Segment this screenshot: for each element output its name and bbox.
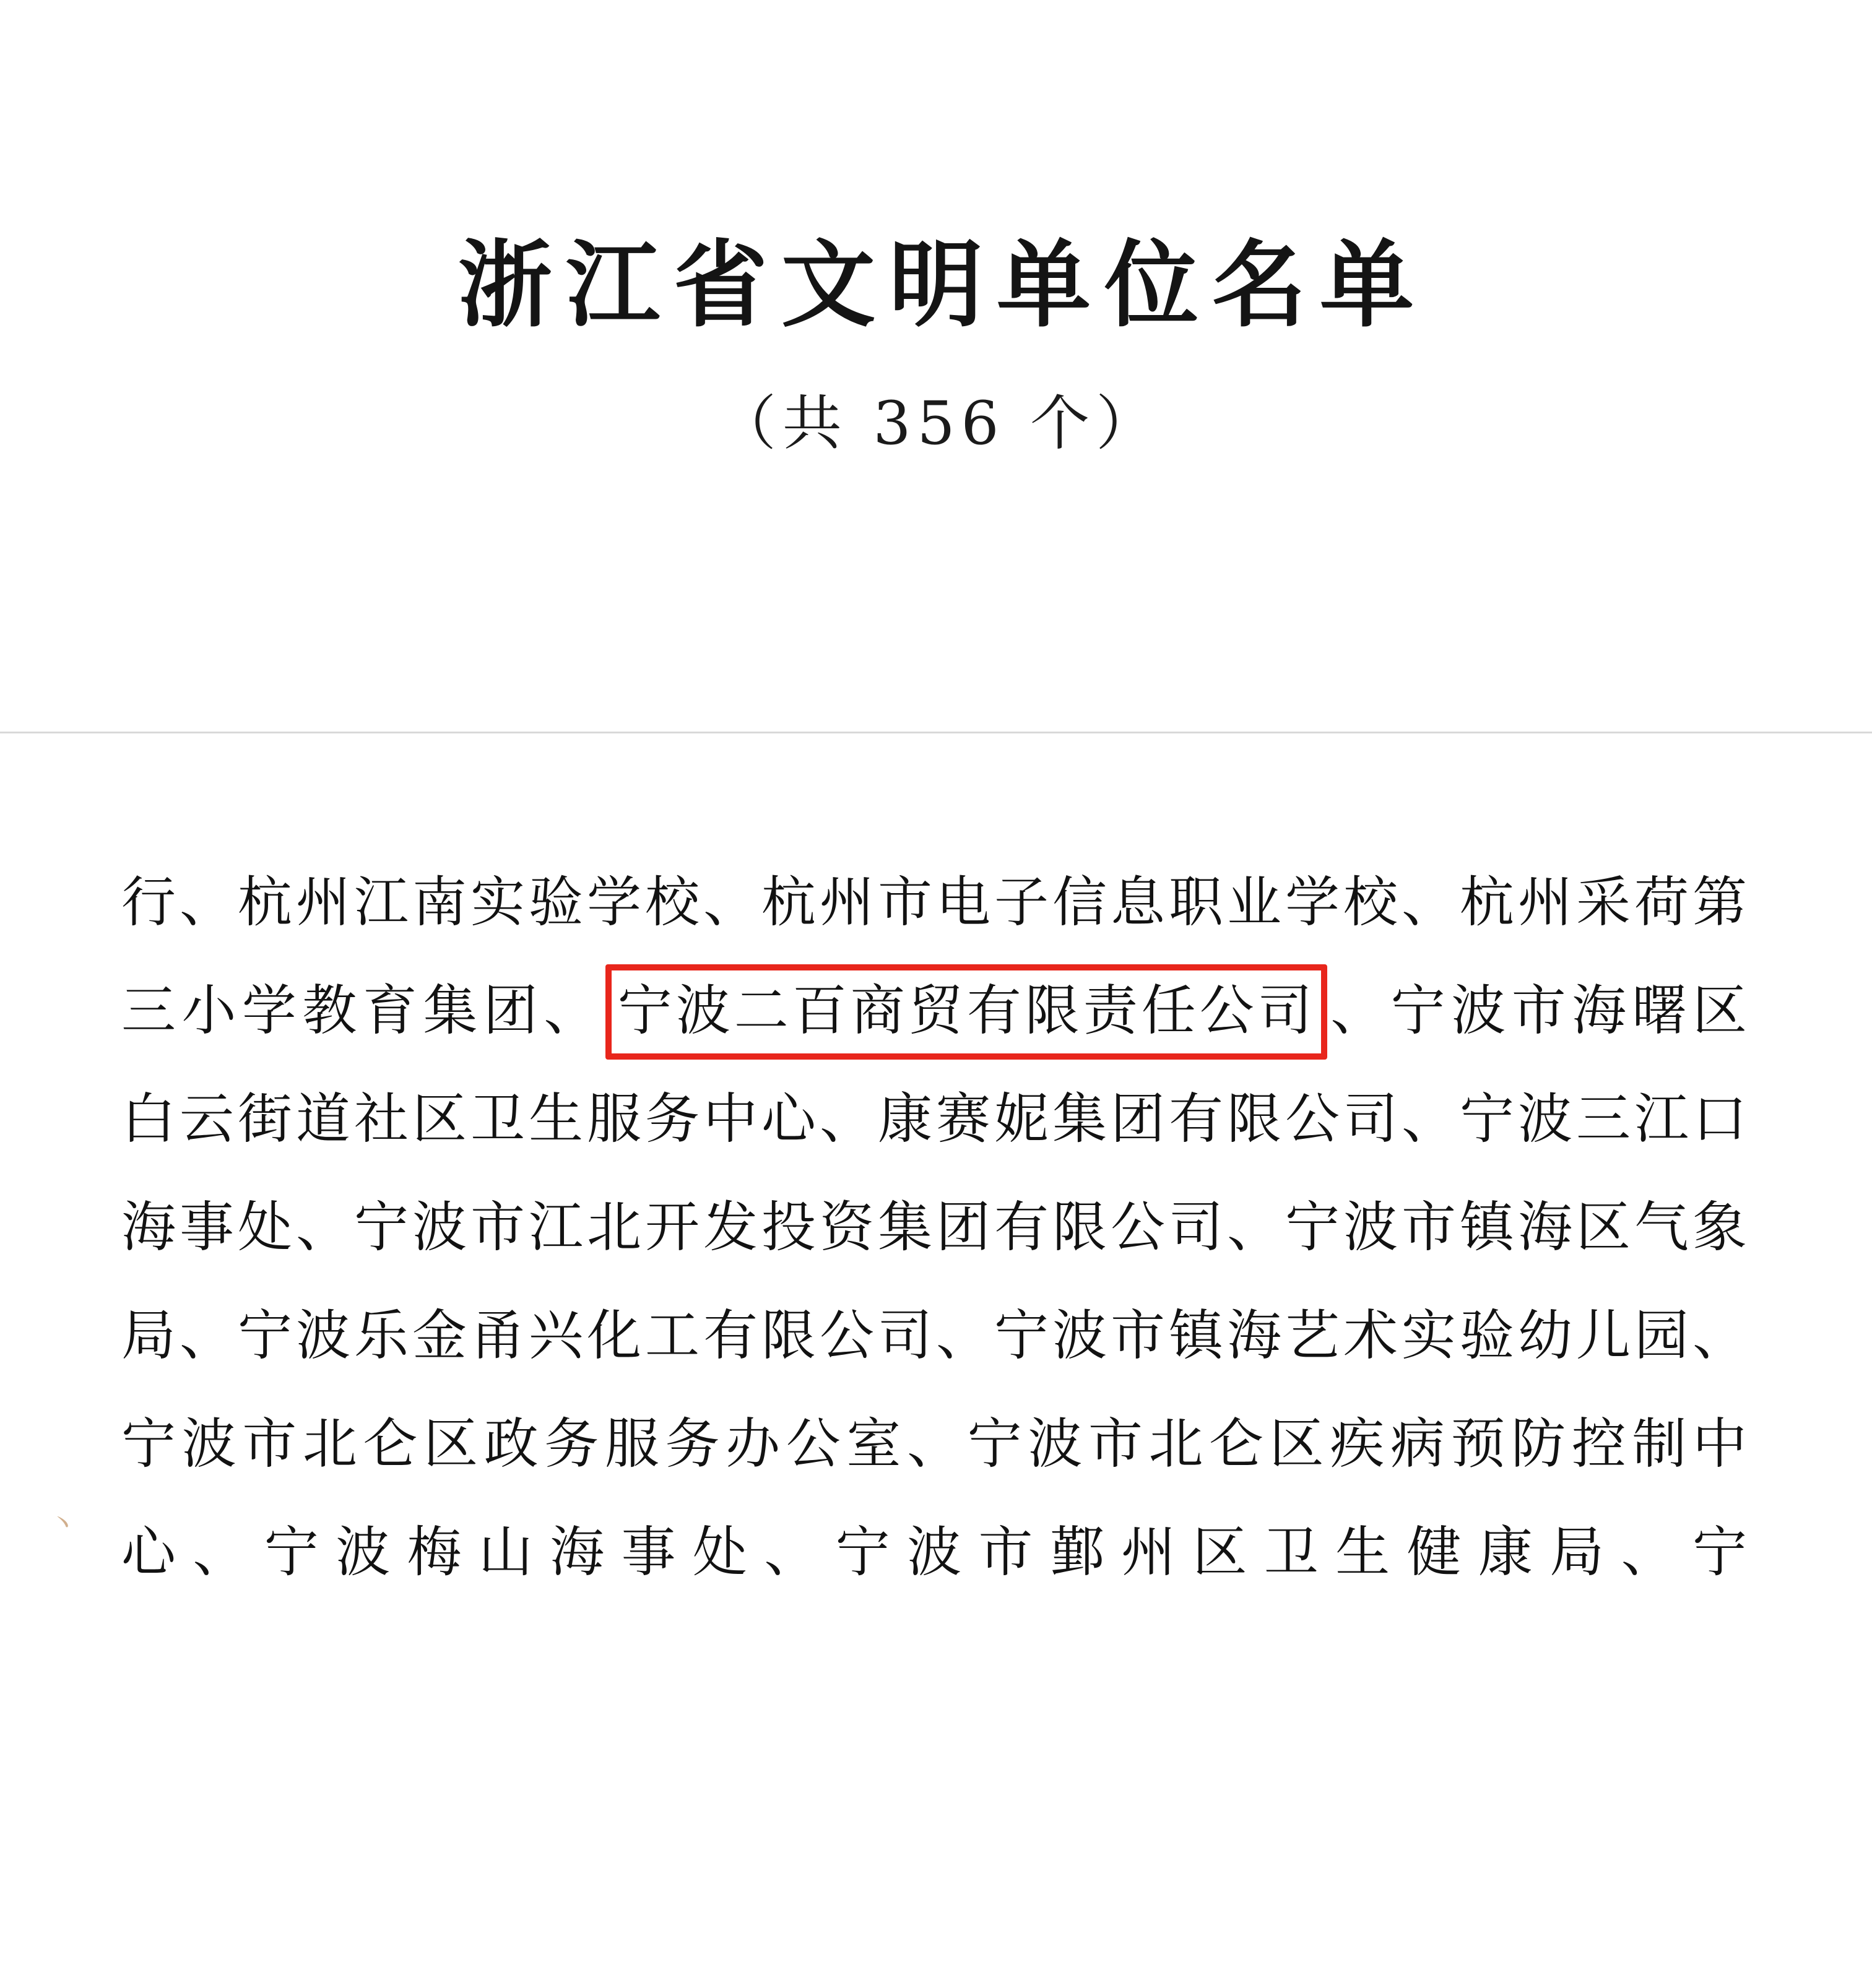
page-title: 浙江省文明单位名单 <box>458 229 1428 340</box>
highlighted-entity-name: 宁波二百商贸有限责任公司 <box>605 964 1327 1060</box>
body-text-before-highlight: 行、杭州江南实验学校、杭州市电子信息职业学校、杭州采荷第三小学教育集团、 <box>121 870 1751 1042</box>
document-header <box>0 0 1872 456</box>
document-subtitle-count: （共 356 个） <box>716 388 1162 458</box>
document-body <box>0 848 1872 1606</box>
margin-stray-mark: 丶 <box>48 1507 77 1541</box>
header-divider <box>0 732 1872 733</box>
body-paragraph <box>121 848 1751 1606</box>
body-text-after-highlight: 、宁波市海曙区白云街道社区卫生服务中心、康赛妮集团有限公司、宁波三江口海事处、宁波市江北开发投资集团有限公司、宁波市镇海区气象局、宁波乐金甬兴化工有限公司、宁波市镇海艺术实验幼儿园、宁波市北仑区政务服务办公室、宁波市北仑区疾病预防控制中心、宁波梅山海事处、宁波市鄞州区卫生健康局、宁 <box>121 979 1751 1584</box>
